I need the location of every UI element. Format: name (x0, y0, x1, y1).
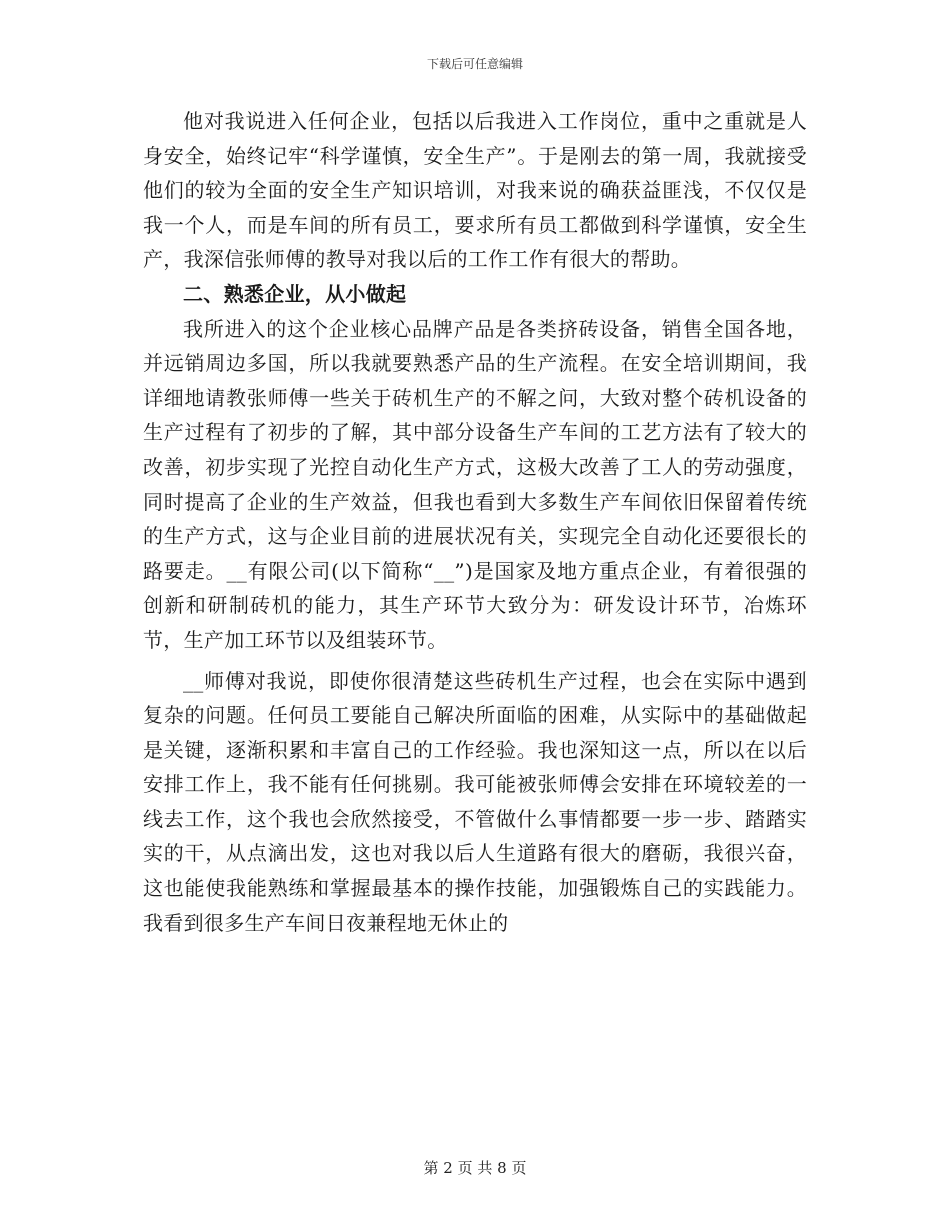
section-heading: 二、熟悉企业，从小做起 (183, 281, 407, 306)
document-body (143, 104, 807, 940)
paragraph-company: 我所进入的这个企业核心品牌产品是各类挤砖设备，销售全国各地，并远销周边多国，所以我就要熟悉产品的生产流程。在安全培训期间，我详细地请教张师傅一些关于砖机生产的不解之问，大致对整个砖机设备的生产过程有了初步的了解，其中部分设备生产车间的工艺方法有了较大的改善，初步实现了光控自动化生产方式，这极大改善了工人的劳动强度，同时提高了企业的生产效益，但我也看到大多数生产车间依旧保留着传统的生产方式，这与企业目前的进展状况有关，实现完全自动化还要很长的路要走。__有限公司(以下简称“__”)是国家及地方重点企业，有着很强的创新和研制砖机的能力，其生产环节大致分为：研发设计环节，冶炼环节，生产加工环节以及组装环节。 (143, 316, 807, 652)
page-header-note: 下载后可任意编辑 (426, 57, 523, 71)
page-number: 第 2 页 共 8 页 (423, 1159, 527, 1177)
paragraph-practice: __师傅对我说，即使你很清楚这些砖机生产过程，也会在实际中遇到复杂的问题。任何员工要能自己解决所面临的困难，从实际中的基础做起是关键，逐渐积累和丰富自己的工作经验。我也深知这一点，所以在以后安排工作上，我不能有任何挑剔。我可能被张师傅会安排在环境较差的一线去工作，这个我也会欣然接受，不管做什么事情都要一步一步、踏踏实实的干，从点滴出发，这也对我以后人生道路有很大的磨砺，我很兴奋，这也能使我能熟练和掌握最基本的操作技能，加强锻炼自己的实践能力。我看到很多生产车间日夜兼程地无休止的 (143, 668, 807, 935)
paragraph-safety: 他对我说进入任何企业，包括以后我进入工作岗位，重中之重就是人身安全，始终记牢“科学谨慎，安全生产”。于是刚去的第一周，我就接受他们的较为全面的安全生产知识培训，对我来说的确获益匪浅，不仅仅是我一个人，而是车间的所有员工，要求所有员工都做到科学谨慎，安全生产，我深信张师傅的教导对我以后的工作工作有很大的帮助。 (143, 109, 807, 272)
